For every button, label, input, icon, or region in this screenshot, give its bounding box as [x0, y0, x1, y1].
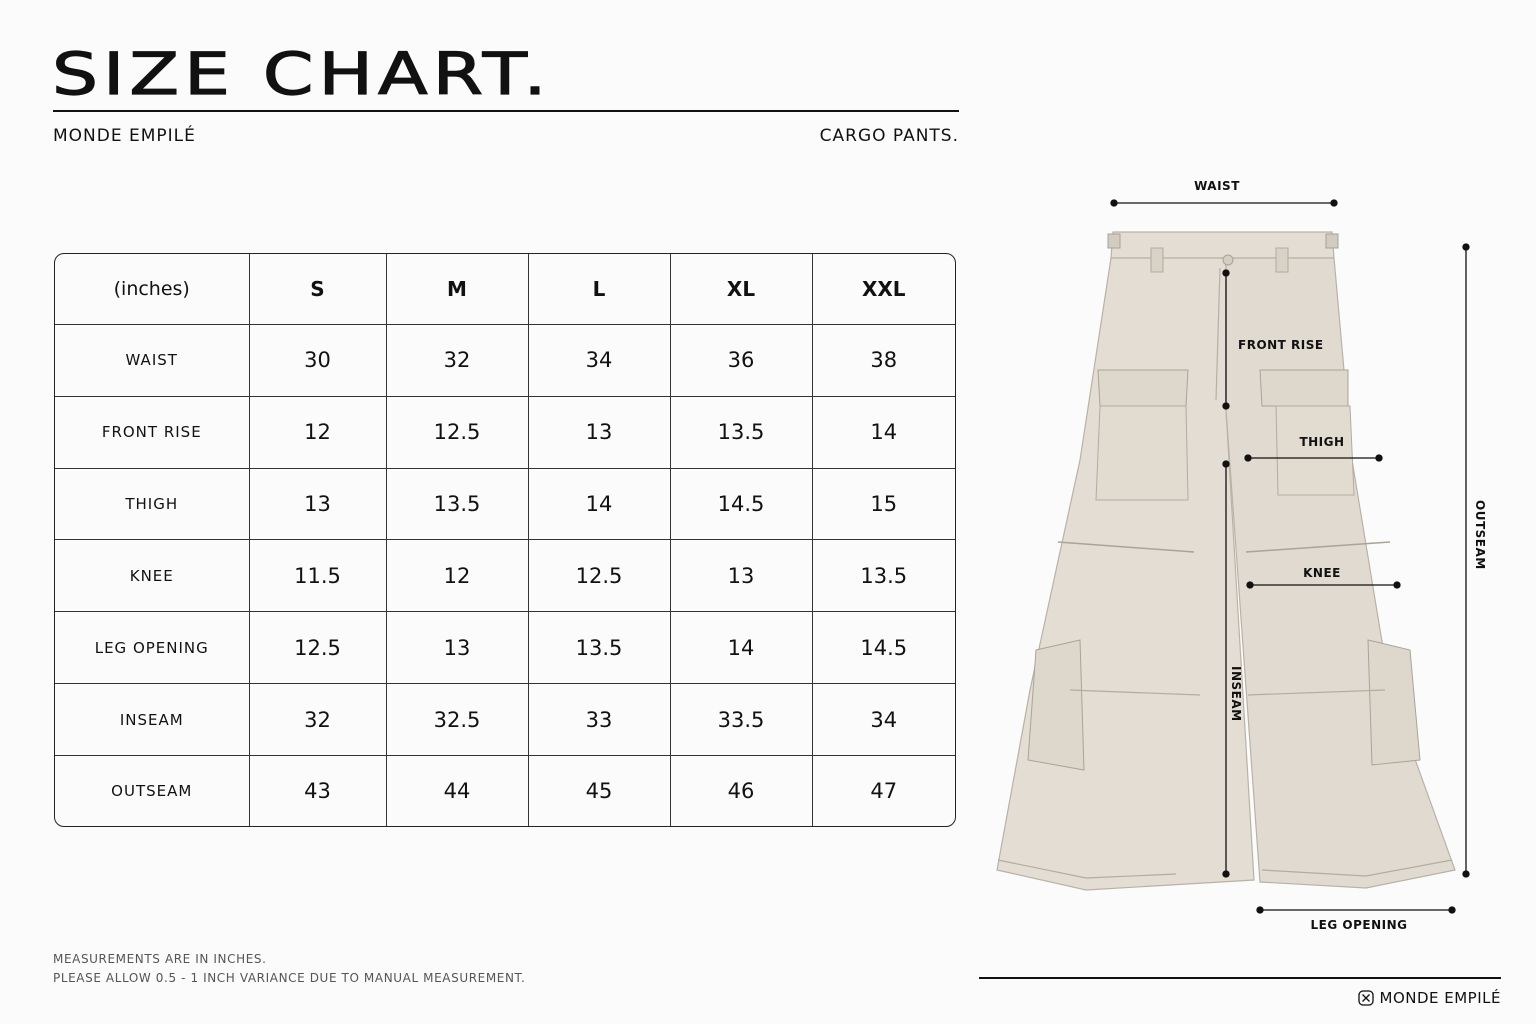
table-cell: 12	[249, 396, 386, 468]
table-cell: 13	[670, 540, 812, 612]
leg-opening-label: LEG OPENING	[1310, 918, 1408, 932]
table-cell: 14.5	[812, 612, 955, 684]
outseam-measure-line	[1463, 244, 1469, 877]
row-label: THIGH	[55, 468, 249, 540]
table-cell: 46	[670, 755, 812, 826]
table-row	[55, 324, 955, 396]
table-row	[55, 684, 955, 756]
table-cell: 47	[812, 755, 955, 826]
monde-empile-logo-icon	[1358, 990, 1374, 1006]
size-header-s: S	[249, 254, 386, 324]
table-cell: 36	[670, 324, 812, 396]
page-title: SIZE CHART.	[52, 40, 552, 108]
front-rise-label: FRONT RISE	[1238, 338, 1324, 352]
table-row	[55, 540, 955, 612]
size-header-xl: XL	[670, 254, 812, 324]
pants-measurement-diagram	[980, 170, 1520, 950]
footer-divider	[979, 977, 1501, 979]
table-cell: 13.5	[670, 396, 812, 468]
footer-brand	[1358, 989, 1502, 1007]
table-cell: 34	[528, 324, 670, 396]
table-cell: 13	[528, 396, 670, 468]
table-cell: 12.5	[528, 540, 670, 612]
waist-measure-line	[1111, 200, 1337, 206]
footer-brand-name: MONDE EMPILÉ	[1379, 989, 1501, 1007]
table-cell: 43	[249, 755, 386, 826]
units-header: (inches)	[55, 254, 249, 324]
table-cell: 14.5	[670, 468, 812, 540]
table-row	[55, 612, 955, 684]
measurement-note: MEASUREMENTS ARE IN INCHES.	[53, 952, 267, 966]
row-label: LEG OPENING	[55, 612, 249, 684]
knee-label: KNEE	[1303, 566, 1341, 580]
size-header-l: L	[528, 254, 670, 324]
table-row	[55, 396, 955, 468]
table-cell: 44	[386, 755, 528, 826]
table-cell: 12.5	[386, 396, 528, 468]
table-cell: 32.5	[386, 684, 528, 756]
row-label: WAIST	[55, 324, 249, 396]
table-cell: 32	[386, 324, 528, 396]
table-row	[55, 468, 955, 540]
size-header-xxl: XXL	[812, 254, 955, 324]
table-cell: 33.5	[670, 684, 812, 756]
table-cell: 34	[812, 684, 955, 756]
table-cell: 38	[812, 324, 955, 396]
size-header-m: M	[386, 254, 528, 324]
thigh-label: THIGH	[1299, 435, 1345, 449]
row-label: FRONT RISE	[55, 396, 249, 468]
table-cell: 12.5	[249, 612, 386, 684]
table-cell: 33	[528, 684, 670, 756]
variance-note: PLEASE ALLOW 0.5 - 1 INCH VARIANCE DUE TO MANUAL MEASUREMENT.	[53, 971, 526, 985]
table-header-row	[55, 254, 955, 324]
inseam-label: INSEAM	[1229, 666, 1243, 722]
product-name: CARGO PANTS.	[819, 126, 959, 146]
table-cell: 12	[386, 540, 528, 612]
table-cell: 14	[812, 396, 955, 468]
size-table	[54, 253, 956, 827]
table-row	[55, 755, 955, 826]
table-cell: 14	[528, 468, 670, 540]
row-label: INSEAM	[55, 684, 249, 756]
table-cell: 15	[812, 468, 955, 540]
title-divider	[53, 110, 959, 112]
table-cell: 13.5	[528, 612, 670, 684]
outseam-label: OUTSEAM	[1473, 500, 1487, 570]
row-label: OUTSEAM	[55, 755, 249, 826]
table-cell: 32	[249, 684, 386, 756]
table-cell: 13.5	[386, 468, 528, 540]
table-cell: 13.5	[812, 540, 955, 612]
table-cell: 45	[528, 755, 670, 826]
table-cell: 13	[386, 612, 528, 684]
table-cell: 13	[249, 468, 386, 540]
waist-label: WAIST	[1194, 179, 1240, 193]
table-cell: 11.5	[249, 540, 386, 612]
row-label: KNEE	[55, 540, 249, 612]
table-cell: 14	[670, 612, 812, 684]
brand-name: MONDE EMPILÉ	[53, 126, 196, 146]
leg-opening-measure-line	[1257, 907, 1455, 913]
table-cell: 30	[249, 324, 386, 396]
